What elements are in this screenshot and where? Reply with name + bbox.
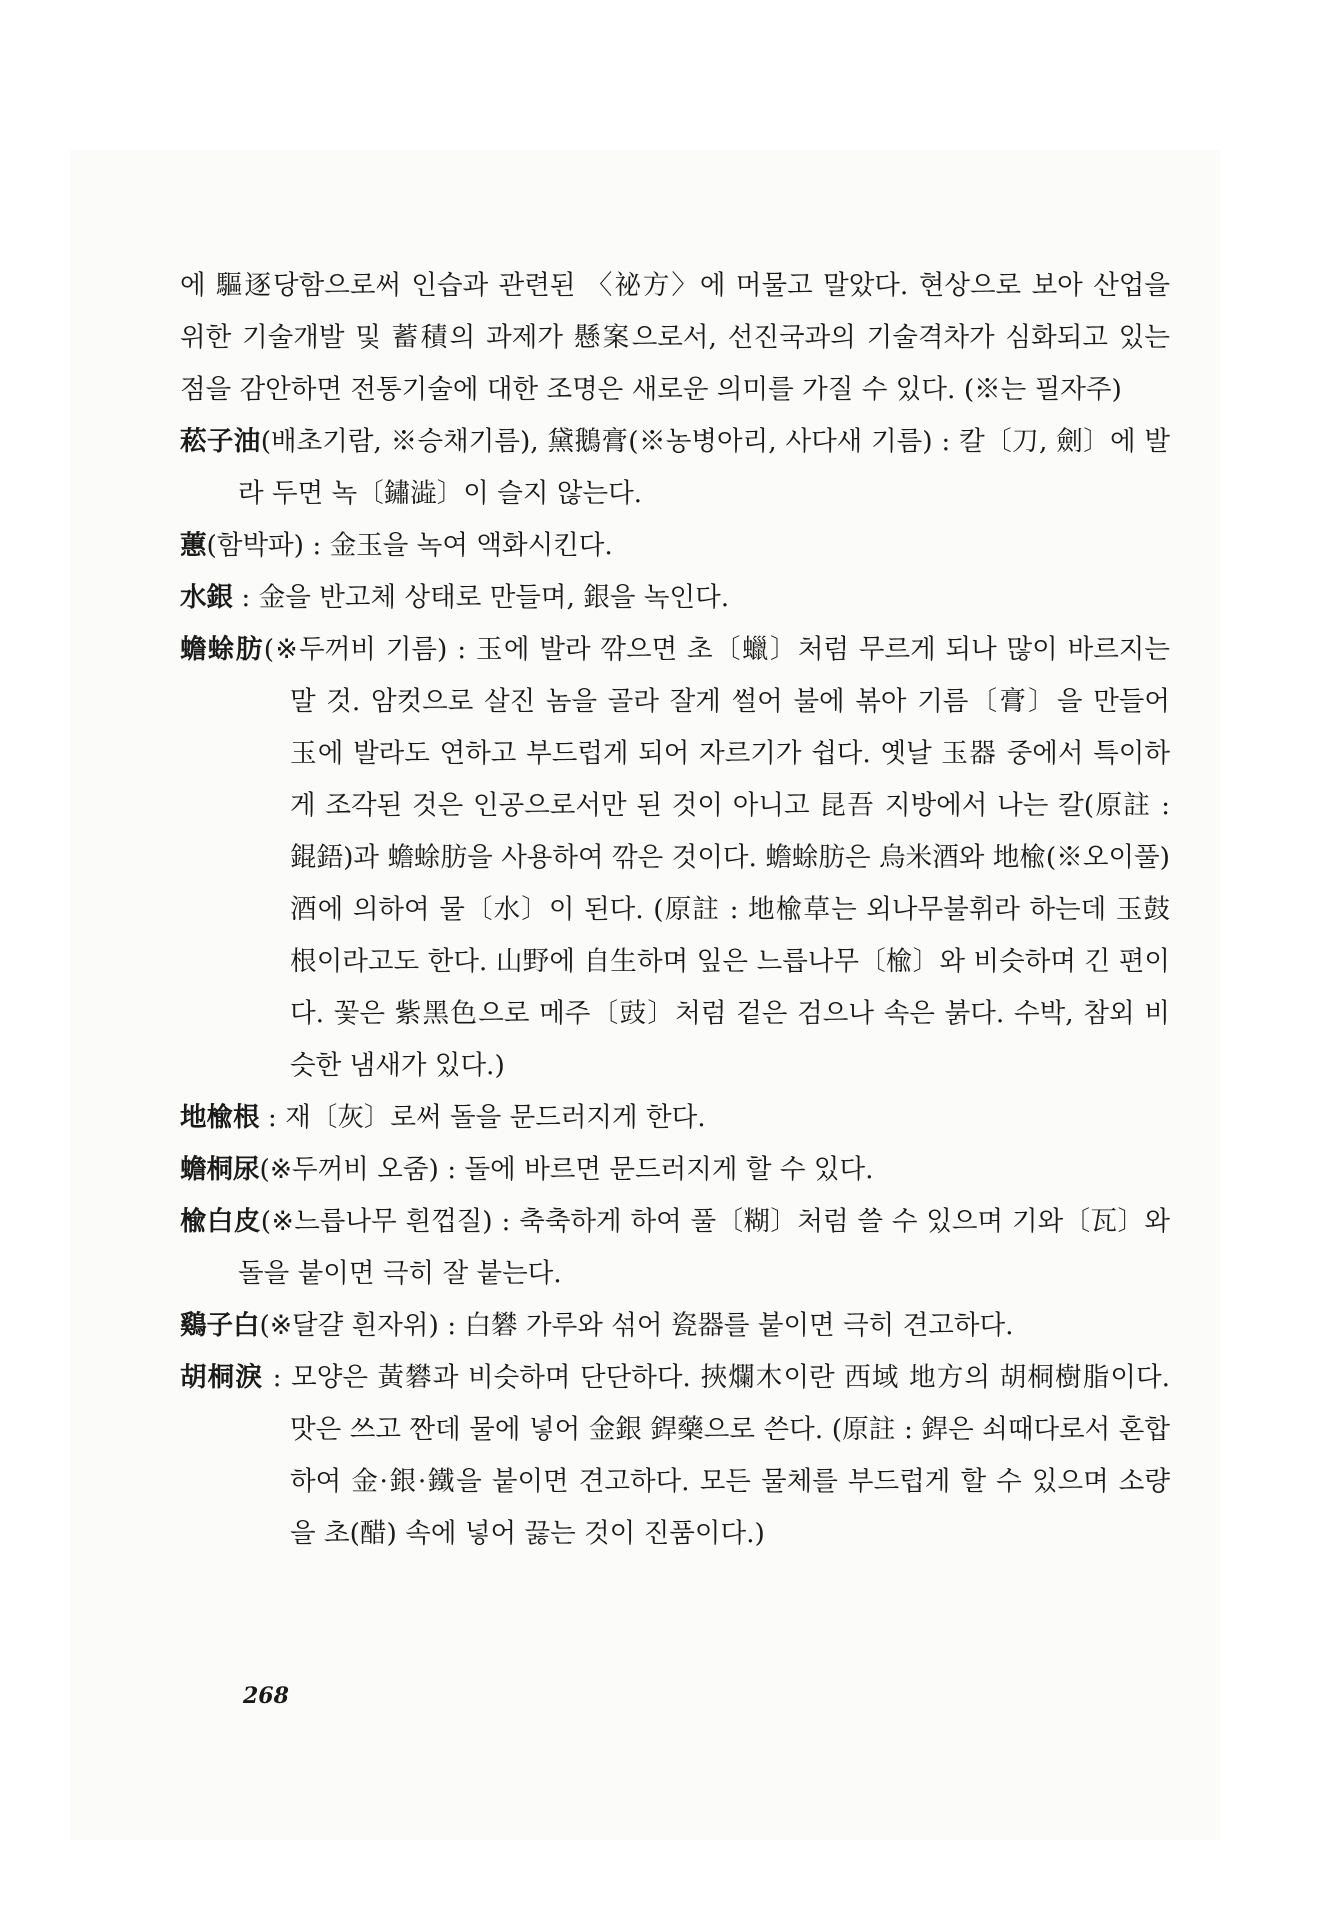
entry-term: 鷄子白	[180, 1310, 260, 1341]
entry-text: (※달걀 흰자위) : 白礬 가루와 섞어 瓷器를 붙이면 극히 견고하다.	[259, 1310, 1014, 1341]
entry-term: 楡白皮	[180, 1206, 261, 1237]
entry-term: 蟾蜍肪	[180, 634, 264, 665]
entry-term: 蕙	[180, 530, 207, 561]
entry-term: 蟾桐尿	[180, 1154, 260, 1185]
page-body	[180, 260, 1170, 1560]
entry-term: 地楡根	[180, 1102, 260, 1133]
entry-diyu-root	[180, 1092, 1170, 1144]
entry-text: : 재〔灰〕로써 돌을 문드러지게 한다.	[259, 1102, 706, 1133]
entry-text: : 金을 반고체 상태로 만들며, 銀을 녹인다.	[233, 582, 730, 613]
entry-mercury	[180, 572, 1170, 624]
entry-term: 水銀	[180, 582, 233, 613]
entry-elm-bark	[180, 1196, 1170, 1300]
entry-term: 菘子油	[180, 426, 261, 457]
entry-term: 胡桐淚	[180, 1362, 264, 1393]
entry-hutong-resin	[180, 1352, 1170, 1560]
entry-toad-fat	[180, 624, 1170, 1092]
entry-hambakpa	[180, 520, 1170, 572]
entry-text: (※두꺼비 오줌) : 돌에 바르면 문드러지게 할 수 있다.	[259, 1154, 874, 1185]
entry-text: (※두꺼비 기름) : 玉에 발라 깎으면 초〔蠟〕처럼 무르게 되나 많이 바르지는 말 것. 암컷으로 살진 놈을 골라 잘게 썰어 불에 볶아 기름〔膏〕을 만들어 玉에 발라도 연하고 부드럽게 되어 자르기가 쉽다. 옛날 玉器 중에서 특이하게 조각된 것은 인공으로서만 된 것이 아니고 昆吾 지방에서 나는 칼(原註 : 錕鋙)과 蟾蜍肪을 사용하여 깎은 것이다. 蟾蜍肪은 烏米酒와 地楡(※오이풀)酒에 의하여 물〔水〕이 된다. (原註 : 地楡草는 외나무불휘라 하는데 玉鼓根이라고도 한다. 山野에 自生하며 잎은 느릅나무〔楡〕와 비슷하며 긴 편이다. 꽃은 紫黑色으로 메주〔豉〕처럼 겉은 검으나 속은 붉다. 수박, 참외 비슷한 냄새가 있다.)	[263, 634, 1170, 1081]
entry-text: (※느릅나무 흰껍질) : 축축하게 하여 풀〔糊〕처럼 쓸 수 있으며 기와〔瓦〕와 돌을 붙이면 극히 잘 붙는다.	[238, 1206, 1170, 1289]
entry-text: : 모양은 黃礬과 비슷하며 단단하다. 挾爛木이란 西域 地方의 胡桐樹脂이다. 맛은 쓰고 짠데 물에 넣어 金銀 銲藥으로 쓴다. (原註 : 銲은 쇠때다로서 혼합하여 金·銀·鐵을 붙이면 견고하다. 모든 물체를 부드럽게 할 수 있으며 소량을 초(醋) 속에 넣어 끓는 것이 진품이다.)	[263, 1362, 1170, 1549]
entry-text: (배초기람, ※승채기름), 黛鵝膏(※농병아리, 사다새 기름) : 칼〔刀, 劍〕에 발라 두면 녹〔鏽澁〕이 슬지 않는다.	[238, 426, 1170, 509]
entry-suzi-oil	[180, 416, 1170, 520]
entry-egg-white	[180, 1300, 1170, 1352]
page-number: 268	[243, 1683, 289, 1709]
entry-toad-urine	[180, 1144, 1170, 1196]
entry-text: (함박파) : 金玉을 녹여 액화시킨다.	[206, 530, 613, 561]
intro-paragraph: 에 驅逐당함으로써 인습과 관련된 〈祕方〉에 머물고 말았다. 현상으로 보아 산업을 위한 기술개발 및 蓄積의 과제가 懸案으로서, 선진국과의 기술격차가 심화되고 있는 점을 감안하면 전통기술에 대한 조명은 새로운 의미를 가질 수 있다. (※는 필자주)	[180, 270, 1170, 405]
